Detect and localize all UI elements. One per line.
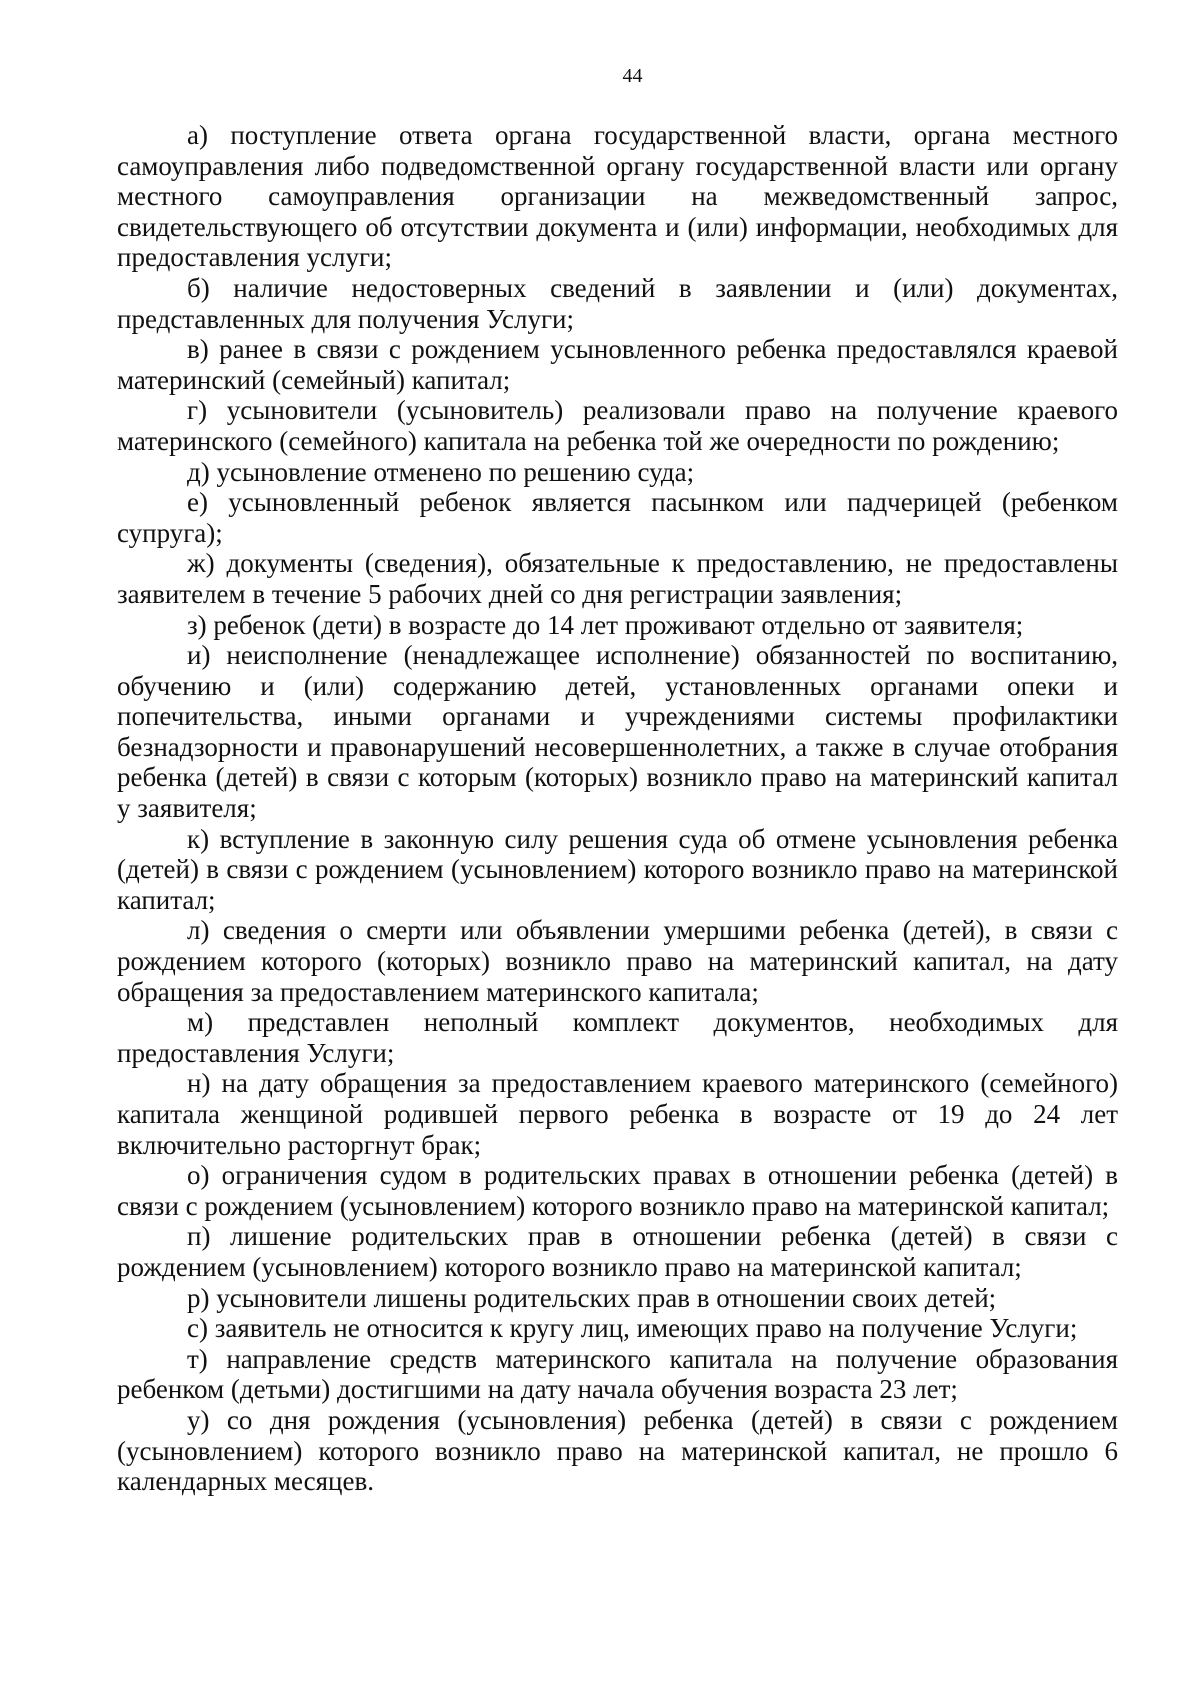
list-item-t: т) направление средств материнского капитала на получение образования ребенком (детьми) достигшими на дату начала обучения возраста 23 лет;	[117, 1343, 1118, 1405]
list-item-v: в) ранее в связи с рождением усыновленного ребенка предоставлялся краевой материнский (семейный) капитал;	[117, 334, 1118, 395]
page-number: 44	[622, 65, 643, 87]
list-item-o: о) ограничения судом в родительских правах в отношении ребенка (детей) в связи с рождением (усыновлением) которого возникло право на материнской капитал;	[117, 1160, 1118, 1221]
list-item-l: л) сведения о смерти или объявлении умершими ребенка (детей), в связи с рождением которого (которых) возникло право на материнский капитал, на дату обращения за предоставлением материнского капитала;	[117, 915, 1118, 1007]
list-item-zh: ж) документы (сведения), обязательные к предоставлению, не предоставлены заявителем в течение 5 рабочих дней со дня регистрации заявления;	[117, 548, 1118, 609]
list-item-r: р) усыновители лишены родительских прав в отношении своих детей;	[187, 1282, 997, 1313]
list-item-m: м) представлен неполный комплект документов, необходимых для предоставления Услуги;	[117, 1007, 1118, 1068]
list-item-a: а) поступление ответа органа государственной власти, органа местного самоуправления либо подведомственной органу государственной власти или органу местного самоуправления организации на межведомственный запрос, свидетельствующего об отсутствии документа и (или) информации, необходимых для предоставления услуги;	[117, 120, 1118, 273]
list-item-z: з) ребенок (дети) в возрасте до 14 лет проживают отдельно от заявителя;	[187, 609, 1024, 640]
list-item-k: к) вступление в законную силу решения суда об отмене усыновления ребенка (детей) в связи с рождением (усыновлением) которого возникло право на материнской капитал;	[117, 823, 1118, 915]
list-item-g: г) усыновители (усыновитель) реализовали право на получение краевого материнского (семейного) капитала на ребенка той же очередности по рождению;	[117, 395, 1118, 456]
list-item-d: д) усыновление отменено по решению суда;	[187, 456, 695, 487]
list-item-s: с) заявитель не относится к кругу лиц, имеющих право на получение Услуги;	[187, 1313, 1078, 1344]
list-item-u: у) со дня рождения (усыновления) ребенка (детей) в связи с рождением (усыновлением) которого возникло право на материнской капитал, не прошло 6 календарных месяцев.	[117, 1404, 1118, 1497]
list-item-i: и) неисполнение (ненадлежащее исполнение) обязанностей по воспитанию, обучению и (или) содержанию детей, установленных органами опеки и попечительства, иными органами и учреждениями системы профилактики безнадзорности и правонарушений несовершеннолетних, а также в случае отобрания ребенка (детей) в связи с которым (которых) возникло право на материнский капитал у заявителя;	[117, 640, 1118, 824]
list-item-p: п) лишение родительских прав в отношении ребенка (детей) в связи с рождением (усыновлением) которого возникло право на материнской капитал;	[117, 1221, 1118, 1282]
list-item-n: н) на дату обращения за предоставлением краевого материнского (семейного) капитала женщиной родившей первого ребенка в возрасте от 19 до 24 лет включительно расторгнут брак;	[117, 1068, 1118, 1160]
list-item-b: б) наличие недостоверных сведений в заявлении и (или) документах, представленных для получения Услуги;	[117, 272, 1118, 334]
document-body	[117, 120, 1118, 1497]
list-item-e: е) усыновленный ребенок является пасынком или падчерицей (ребенком супруга);	[117, 487, 1118, 548]
